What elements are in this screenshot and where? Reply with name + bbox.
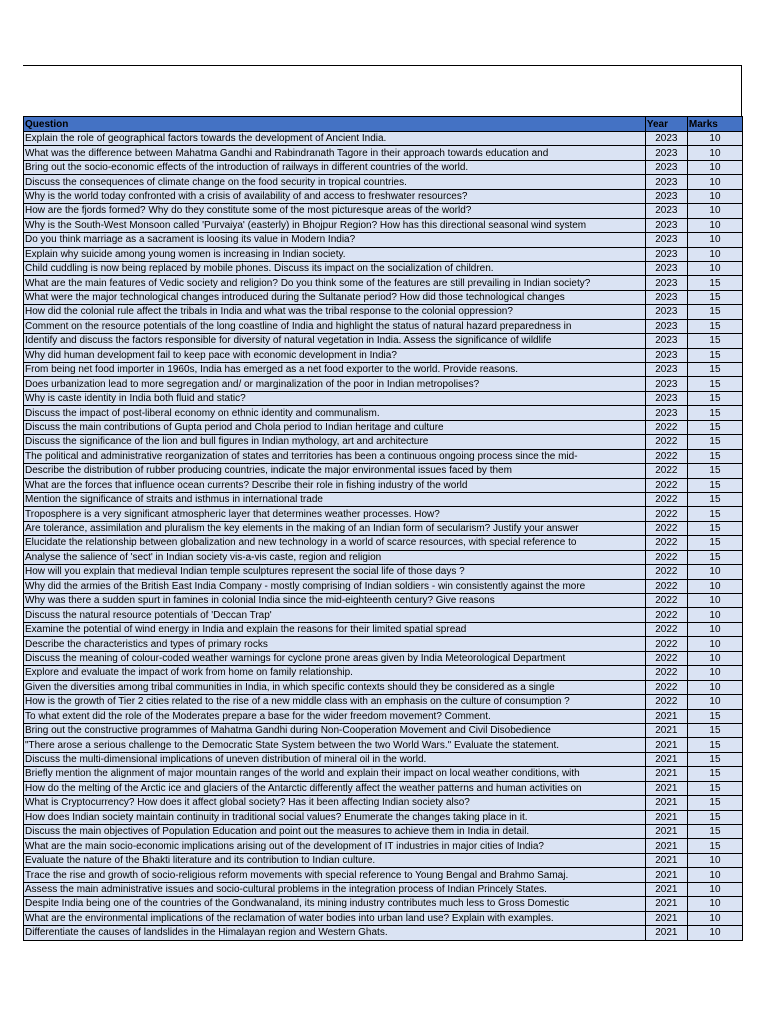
year-cell[interactable]: 2021 bbox=[645, 825, 687, 839]
table-row bbox=[24, 651, 743, 665]
table-row bbox=[24, 435, 743, 449]
question-cell[interactable]: What is Cryptocurrency? How does it affect global society? Has it been affecting Indian society also? bbox=[24, 796, 646, 810]
year-cell[interactable]: 2021 bbox=[645, 897, 687, 911]
year-cell[interactable]: 2021 bbox=[645, 926, 687, 940]
question-cell[interactable]: Why is caste identity in India both fluid and static? bbox=[24, 391, 646, 405]
table-row bbox=[24, 926, 743, 940]
marks-cell[interactable]: 10 bbox=[687, 579, 742, 593]
marks-cell[interactable]: 15 bbox=[687, 723, 742, 737]
question-cell[interactable]: Assess the main administrative issues and socio-cultural problems in the integration process of Indian Princely States. bbox=[24, 882, 646, 896]
marks-cell[interactable]: 15 bbox=[687, 536, 742, 550]
question-cell[interactable]: What were the major technological changes introduced during the Sultanate period? How did those technological changes bbox=[24, 290, 646, 304]
table-row bbox=[24, 565, 743, 579]
table-row bbox=[24, 146, 743, 160]
table-row bbox=[24, 420, 743, 434]
marks-cell[interactable]: 10 bbox=[687, 637, 742, 651]
question-cell[interactable]: Given the diversities among tribal communities in India, in which specific contexts should they be considered as a single bbox=[24, 680, 646, 694]
marks-cell[interactable]: 10 bbox=[687, 189, 742, 203]
year-cell[interactable]: 2022 bbox=[645, 565, 687, 579]
table-row bbox=[24, 853, 743, 867]
question-cell[interactable]: Bring out the socio-economic effects of the introduction of railways in different countries of the world. bbox=[24, 160, 646, 174]
question-cell[interactable]: Child cuddling is now being replaced by mobile phones. Discuss its impact on the socialization of children. bbox=[24, 261, 646, 275]
marks-cell[interactable]: 10 bbox=[687, 897, 742, 911]
marks-cell[interactable]: 15 bbox=[687, 420, 742, 434]
marks-cell[interactable]: 15 bbox=[687, 290, 742, 304]
table-row bbox=[24, 911, 743, 925]
year-cell[interactable]: 2022 bbox=[645, 579, 687, 593]
year-cell[interactable]: 2021 bbox=[645, 839, 687, 853]
table-row bbox=[24, 449, 743, 463]
question-cell[interactable]: Discuss the main contributions of Gupta period and Chola period to Indian heritage and culture bbox=[24, 420, 646, 434]
table-row bbox=[24, 868, 743, 882]
year-cell[interactable]: 2021 bbox=[645, 796, 687, 810]
year-cell[interactable]: 2022 bbox=[645, 622, 687, 636]
question-cell[interactable]: Analyse the salience of 'sect' in Indian society vis-a-vis caste, region and religion bbox=[24, 550, 646, 564]
year-cell[interactable]: 2021 bbox=[645, 853, 687, 867]
year-cell[interactable]: 2023 bbox=[645, 204, 687, 218]
table-row bbox=[24, 464, 743, 478]
question-cell[interactable]: Describe the distribution of rubber producing countries, indicate the major environmental issues faced by them bbox=[24, 464, 646, 478]
year-cell[interactable]: 2023 bbox=[645, 276, 687, 290]
question-cell[interactable]: How will you explain that medieval Indian temple sculptures represent the social life of those days ? bbox=[24, 565, 646, 579]
question-cell[interactable]: Discuss the natural resource potentials of 'Deccan Trap' bbox=[24, 608, 646, 622]
marks-cell[interactable]: 10 bbox=[687, 218, 742, 232]
question-cell[interactable]: How did the colonial rule affect the tribals in India and what was the tribal response to the colonial oppression? bbox=[24, 305, 646, 319]
marks-cell[interactable]: 15 bbox=[687, 492, 742, 506]
year-cell[interactable]: 2023 bbox=[645, 377, 687, 391]
table-row bbox=[24, 825, 743, 839]
marks-cell[interactable]: 15 bbox=[687, 377, 742, 391]
year-cell[interactable]: 2023 bbox=[645, 146, 687, 160]
table-row bbox=[24, 305, 743, 319]
year-cell[interactable]: 2023 bbox=[645, 348, 687, 362]
marks-cell[interactable]: 10 bbox=[687, 608, 742, 622]
marks-cell[interactable]: 15 bbox=[687, 334, 742, 348]
marks-cell[interactable]: 15 bbox=[687, 276, 742, 290]
table-row bbox=[24, 709, 743, 723]
question-cell[interactable]: Trace the rise and growth of socio-religious reform movements with special reference to Young Bengal and Brahmo Samaj. bbox=[24, 868, 646, 882]
marks-cell[interactable]: 10 bbox=[687, 261, 742, 275]
marks-cell[interactable]: 10 bbox=[687, 132, 742, 146]
year-cell[interactable]: 2021 bbox=[645, 882, 687, 896]
question-cell[interactable]: Why did human development fail to keep pace with economic development in India? bbox=[24, 348, 646, 362]
question-cell[interactable]: Discuss the multi-dimensional implications of uneven distribution of mineral oil in the world. bbox=[24, 752, 646, 766]
table-row bbox=[24, 622, 743, 636]
marks-cell[interactable]: 10 bbox=[687, 911, 742, 925]
marks-cell[interactable]: 15 bbox=[687, 550, 742, 564]
question-cell[interactable]: Identify and discuss the factors responsible for diversity of natural vegetation in India. Assess the significance of wildlife bbox=[24, 334, 646, 348]
question-cell[interactable]: Discuss the impact of post-liberal economy on ethnic identity and communalism. bbox=[24, 406, 646, 420]
marks-cell[interactable]: 15 bbox=[687, 521, 742, 535]
table-row bbox=[24, 594, 743, 608]
year-cell[interactable]: 2023 bbox=[645, 189, 687, 203]
marks-cell[interactable]: 15 bbox=[687, 363, 742, 377]
table-row bbox=[24, 796, 743, 810]
table-row bbox=[24, 666, 743, 680]
question-cell[interactable]: Evaluate the nature of the Bhakti literature and its contribution to Indian culture. bbox=[24, 853, 646, 867]
marks-cell[interactable]: 15 bbox=[687, 709, 742, 723]
year-cell[interactable]: 2022 bbox=[645, 680, 687, 694]
question-cell[interactable]: Briefly mention the alignment of major mountain ranges of the world and explain their impact on local weather conditions, with bbox=[24, 767, 646, 781]
year-cell[interactable]: 2022 bbox=[645, 637, 687, 651]
table-row bbox=[24, 276, 743, 290]
table-row bbox=[24, 204, 743, 218]
year-cell[interactable]: 2023 bbox=[645, 247, 687, 261]
question-cell[interactable]: Does urbanization lead to more segregation and/ or marginalization of the poor in Indian metropolises? bbox=[24, 377, 646, 391]
table-row bbox=[24, 132, 743, 146]
question-cell[interactable]: How do the melting of the Arctic ice and glaciers of the Antarctic differently affect the weather patterns and human activities on bbox=[24, 781, 646, 795]
marks-cell[interactable]: 15 bbox=[687, 738, 742, 752]
table-row bbox=[24, 637, 743, 651]
table-row bbox=[24, 738, 743, 752]
question-cell[interactable]: From being net food importer in 1960s, India has emerged as a net food exporter to the world. Provide reasons. bbox=[24, 363, 646, 377]
table-row bbox=[24, 233, 743, 247]
question-cell[interactable]: Comment on the resource potentials of the long coastline of India and highlight the status of natural hazard preparedness in bbox=[24, 319, 646, 333]
question-cell[interactable]: Discuss the meaning of colour-coded weather warnings for cyclone prone areas given by India Meteorological Department bbox=[24, 651, 646, 665]
header-marks[interactable]: Marks bbox=[687, 117, 742, 132]
marks-cell[interactable]: 15 bbox=[687, 449, 742, 463]
marks-cell[interactable]: 15 bbox=[687, 767, 742, 781]
marks-cell[interactable]: 15 bbox=[687, 305, 742, 319]
year-cell[interactable]: 2023 bbox=[645, 160, 687, 174]
year-cell[interactable]: 2023 bbox=[645, 363, 687, 377]
year-cell[interactable]: 2022 bbox=[645, 536, 687, 550]
question-cell[interactable]: Mention the significance of straits and isthmus in international trade bbox=[24, 492, 646, 506]
marks-cell[interactable]: 15 bbox=[687, 435, 742, 449]
table-row bbox=[24, 579, 743, 593]
questions-table bbox=[23, 116, 743, 941]
year-cell[interactable]: 2022 bbox=[645, 420, 687, 434]
year-cell[interactable]: 2023 bbox=[645, 175, 687, 189]
question-cell[interactable]: Discuss the main objectives of Population Education and point out the measures to achieve them in India in detail. bbox=[24, 825, 646, 839]
table-row bbox=[24, 175, 743, 189]
marks-cell[interactable]: 10 bbox=[687, 160, 742, 174]
marks-cell[interactable]: 10 bbox=[687, 146, 742, 160]
marks-cell[interactable]: 15 bbox=[687, 464, 742, 478]
year-cell[interactable]: 2022 bbox=[645, 695, 687, 709]
marks-cell[interactable]: 10 bbox=[687, 666, 742, 680]
marks-cell[interactable]: 10 bbox=[687, 695, 742, 709]
question-cell[interactable]: Discuss the consequences of climate change on the food security in tropical countries. bbox=[24, 175, 646, 189]
table-row bbox=[24, 478, 743, 492]
marks-cell[interactable]: 10 bbox=[687, 247, 742, 261]
table-row bbox=[24, 334, 743, 348]
header-row bbox=[24, 117, 743, 132]
marks-cell[interactable]: 10 bbox=[687, 882, 742, 896]
question-cell[interactable]: What are the environmental implications of the reclamation of water bodies into urban land use? Explain with examples. bbox=[24, 911, 646, 925]
table-row bbox=[24, 680, 743, 694]
marks-cell[interactable]: 10 bbox=[687, 680, 742, 694]
table-row bbox=[24, 810, 743, 824]
question-cell[interactable]: Are tolerance, assimilation and pluralism the key elements in the making of an Indian form of secularism? Justify your answer bbox=[24, 521, 646, 535]
year-cell[interactable]: 2023 bbox=[645, 406, 687, 420]
marks-cell[interactable]: 15 bbox=[687, 781, 742, 795]
header-question[interactable]: Question bbox=[24, 117, 646, 132]
table-row bbox=[24, 507, 743, 521]
question-cell[interactable]: Describe the characteristics and types of primary rocks bbox=[24, 637, 646, 651]
table-row bbox=[24, 882, 743, 896]
question-cell[interactable]: How are the fjords formed? Why do they constitute some of the most picturesque areas of the world? bbox=[24, 204, 646, 218]
table-row bbox=[24, 521, 743, 535]
question-cell[interactable]: What was the difference between Mahatma Gandhi and Rabindranath Tagore in their approach towards education and bbox=[24, 146, 646, 160]
question-cell[interactable]: Elucidate the relationship between globalization and new technology in a world of scarce resources, with special reference to bbox=[24, 536, 646, 550]
table-row bbox=[24, 752, 743, 766]
marks-cell[interactable]: 15 bbox=[687, 478, 742, 492]
question-cell[interactable]: Differentiate the causes of landslides in the Himalayan region and Western Ghats. bbox=[24, 926, 646, 940]
year-cell[interactable]: 2022 bbox=[645, 521, 687, 535]
marks-cell[interactable]: 15 bbox=[687, 839, 742, 853]
marks-cell[interactable]: 15 bbox=[687, 406, 742, 420]
question-cell[interactable]: Discuss the significance of the lion and bull figures in Indian mythology, art and architecture bbox=[24, 435, 646, 449]
year-cell[interactable]: 2021 bbox=[645, 723, 687, 737]
question-cell[interactable]: What are the main socio-economic implications arising out of the development of IT industries in major cities of India? bbox=[24, 839, 646, 853]
table-row bbox=[24, 348, 743, 362]
year-cell[interactable]: 2023 bbox=[645, 319, 687, 333]
marks-cell[interactable]: 10 bbox=[687, 853, 742, 867]
marks-cell[interactable]: 10 bbox=[687, 651, 742, 665]
year-cell[interactable]: 2023 bbox=[645, 290, 687, 304]
question-cell[interactable]: How is the growth of Tier 2 cities related to the rise of a new middle class with an emphasis on the culture of consumption ? bbox=[24, 695, 646, 709]
table-row bbox=[24, 261, 743, 275]
year-cell[interactable]: 2022 bbox=[645, 464, 687, 478]
table-row bbox=[24, 189, 743, 203]
year-cell[interactable]: 2023 bbox=[645, 132, 687, 146]
year-cell[interactable]: 2023 bbox=[645, 305, 687, 319]
year-cell[interactable]: 2022 bbox=[645, 550, 687, 564]
question-cell[interactable]: Explain the role of geographical factors towards the development of Ancient India. bbox=[24, 132, 646, 146]
year-cell[interactable]: 2021 bbox=[645, 868, 687, 882]
table-row bbox=[24, 781, 743, 795]
marks-cell[interactable]: 10 bbox=[687, 175, 742, 189]
marks-cell[interactable]: 15 bbox=[687, 825, 742, 839]
header-year[interactable]: Year bbox=[645, 117, 687, 132]
table-row bbox=[24, 767, 743, 781]
question-cell[interactable]: What are the forces that influence ocean currents? Describe their role in fishing industry of the world bbox=[24, 478, 646, 492]
year-cell[interactable]: 2022 bbox=[645, 608, 687, 622]
marks-cell[interactable]: 10 bbox=[687, 233, 742, 247]
question-cell[interactable]: Why was there a sudden spurt in famines in colonial India since the mid-eighteenth century? Give reasons bbox=[24, 594, 646, 608]
table-row bbox=[24, 695, 743, 709]
marks-cell[interactable]: 15 bbox=[687, 752, 742, 766]
question-cell[interactable]: Despite India being one of the countries of the Gondwanaland, its mining industry contributes much less to Gross Domestic bbox=[24, 897, 646, 911]
question-cell[interactable]: Explore and evaluate the impact of work from home on family relationship. bbox=[24, 666, 646, 680]
marks-cell[interactable]: 10 bbox=[687, 594, 742, 608]
year-cell[interactable]: 2021 bbox=[645, 752, 687, 766]
marks-cell[interactable]: 15 bbox=[687, 810, 742, 824]
question-cell[interactable]: How does Indian society maintain continuity in traditional social values? Enumerate the changes taking place in it. bbox=[24, 810, 646, 824]
table-row bbox=[24, 608, 743, 622]
table-row bbox=[24, 550, 743, 564]
marks-cell[interactable]: 15 bbox=[687, 507, 742, 521]
question-cell[interactable]: Why is the South-West Monsoon called 'Purvaiya' (easterly) in Bhojpur Region? How has this directional seasonal wind system bbox=[24, 218, 646, 232]
table-row bbox=[24, 391, 743, 405]
marks-cell[interactable]: 15 bbox=[687, 796, 742, 810]
year-cell[interactable]: 2023 bbox=[645, 218, 687, 232]
table-row bbox=[24, 290, 743, 304]
table-row bbox=[24, 492, 743, 506]
question-cell[interactable]: "There arose a serious challenge to the Democratic State System between the two World Wars." Evaluate the statement. bbox=[24, 738, 646, 752]
question-cell[interactable]: What are the main features of Vedic society and religion? Do you think some of the features are still prevailing in Indian society? bbox=[24, 276, 646, 290]
marks-cell[interactable]: 10 bbox=[687, 565, 742, 579]
year-cell[interactable]: 2021 bbox=[645, 738, 687, 752]
marks-cell[interactable]: 15 bbox=[687, 348, 742, 362]
table-row bbox=[24, 723, 743, 737]
table-row bbox=[24, 247, 743, 261]
year-cell[interactable]: 2022 bbox=[645, 666, 687, 680]
marks-cell[interactable]: 10 bbox=[687, 868, 742, 882]
year-cell[interactable]: 2022 bbox=[645, 449, 687, 463]
marks-cell[interactable]: 10 bbox=[687, 622, 742, 636]
year-cell[interactable]: 2022 bbox=[645, 507, 687, 521]
year-cell[interactable]: 2022 bbox=[645, 492, 687, 506]
question-cell[interactable]: Bring out the constructive programmes of Mahatma Gandhi during Non-Cooperation Movement and Civil Disobedience bbox=[24, 723, 646, 737]
sheet-top-border bbox=[23, 65, 742, 116]
question-cell[interactable]: Do you think marriage as a sacrament is loosing its value in Modern India? bbox=[24, 233, 646, 247]
question-cell[interactable]: Troposphere is a very significant atmospheric layer that determines weather processes. How? bbox=[24, 507, 646, 521]
year-cell[interactable]: 2021 bbox=[645, 781, 687, 795]
marks-cell[interactable]: 15 bbox=[687, 319, 742, 333]
table-row bbox=[24, 160, 743, 174]
marks-cell[interactable]: 10 bbox=[687, 204, 742, 218]
year-cell[interactable]: 2021 bbox=[645, 767, 687, 781]
question-cell[interactable]: Examine the potential of wind energy in India and explain the reasons for their limited spatial spread bbox=[24, 622, 646, 636]
question-cell[interactable]: The political and administrative reorganization of states and territories has been a continuous ongoing process since the mid- bbox=[24, 449, 646, 463]
year-cell[interactable]: 2022 bbox=[645, 478, 687, 492]
year-cell[interactable]: 2021 bbox=[645, 810, 687, 824]
table-row bbox=[24, 218, 743, 232]
question-cell[interactable]: Why is the world today confronted with a crisis of availability of and access to freshwater resources? bbox=[24, 189, 646, 203]
year-cell[interactable]: 2022 bbox=[645, 435, 687, 449]
year-cell[interactable]: 2023 bbox=[645, 233, 687, 247]
table-row bbox=[24, 319, 743, 333]
year-cell[interactable]: 2022 bbox=[645, 594, 687, 608]
table-row bbox=[24, 839, 743, 853]
table-row bbox=[24, 363, 743, 377]
question-cell[interactable]: Explain why suicide among young women is increasing in Indian society. bbox=[24, 247, 646, 261]
year-cell[interactable]: 2022 bbox=[645, 651, 687, 665]
table-row bbox=[24, 406, 743, 420]
question-cell[interactable]: To what extent did the role of the Moderates prepare a base for the wider freedom movement? Comment. bbox=[24, 709, 646, 723]
table-row bbox=[24, 897, 743, 911]
marks-cell[interactable]: 10 bbox=[687, 926, 742, 940]
year-cell[interactable]: 2023 bbox=[645, 334, 687, 348]
year-cell[interactable]: 2023 bbox=[645, 261, 687, 275]
table-row bbox=[24, 377, 743, 391]
year-cell[interactable]: 2023 bbox=[645, 391, 687, 405]
year-cell[interactable]: 2021 bbox=[645, 911, 687, 925]
table-row bbox=[24, 536, 743, 550]
question-cell[interactable]: Why did the armies of the British East India Company - mostly comprising of Indian soldiers - win consistently against the more bbox=[24, 579, 646, 593]
marks-cell[interactable]: 15 bbox=[687, 391, 742, 405]
year-cell[interactable]: 2021 bbox=[645, 709, 687, 723]
